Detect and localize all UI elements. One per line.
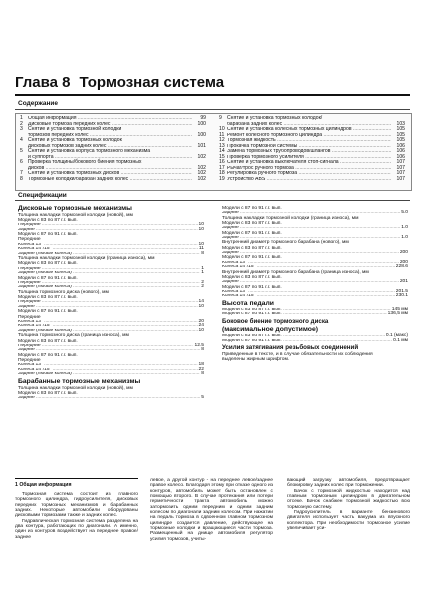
contents-row-page: 99 [200,115,206,121]
spec-label: Колеса 14"/15" ..... [18,324,198,329]
body-paragraph: Гидравлическая тормозная система разделена на два контура, работающих по диагонали. А именно, один из контуров воздействует на переднее правое/заднее [15,518,138,540]
spec-value: 18 [198,362,204,368]
spec-heading: (максимальное допустимое) [222,326,318,334]
spec-label: Задние ..... [222,280,399,285]
spec-label: Задние (любые колеса) ..... [18,271,200,276]
spec-label: Передние ..... [18,344,193,349]
spec-label: Колеса 13" ..... [18,243,198,248]
contents-row-number: 11 [219,131,225,138]
spec-line: Модели с 83 по 87 г.г. вып. [18,338,78,344]
body-column-3 [287,478,410,531]
spec-value: 1 [201,270,204,276]
spec-label: Модели с 87 по 91 г.г. вып. ..... [222,312,387,317]
spec-value: 201.5 [395,288,408,294]
spec-line: Передние [18,237,41,243]
spec-label: Задние ..... [18,396,200,401]
contents-row-page: 106 [396,153,405,160]
spec-line: Передние [18,314,41,320]
contents-row-title: тормозов передних колес ..... [28,133,192,139]
contents-row-page: 105 [396,126,405,133]
spec-row [18,396,204,401]
contents-row-title: Замена тормозных трубопроводов/шлангов ..... [227,149,391,155]
spec-value: 12.5 [194,342,204,348]
contents-row-title: Проверка толщины/бокового биения тормозных [28,159,142,166]
spec-line: Модели с 87 по 91 г.г. вып. [18,275,78,281]
spec-line: Внутренний диаметр тормозного барабана (нового), мм [222,240,349,246]
spec-label: Колеса 13" ..... [18,320,198,325]
specs-right-column [222,206,408,362]
chapter-title: Тормозная система [79,74,225,91]
spec-value: 230.1 [395,293,408,299]
contents-row-page: 101 [197,142,206,149]
spec-value: 201 [399,279,408,285]
spec-label: Передние ..... [18,267,200,272]
spec-line: Толщина тормозного диска (нового), мм [18,289,109,295]
contents-row-page: 106 [396,148,405,155]
spec-value: 136,5 мм [387,311,408,317]
spec-row [222,339,408,344]
spec-line: Внутренний диаметр тормозного барабана (граница износа), мм [222,269,369,275]
contents-row-title: Снятие и установка корпуса тормозного механизма [28,148,151,155]
spec-label: Модели с 83 по 87 г.г. вып. ..... [222,308,391,313]
spec-value: 5 [201,395,204,401]
spec-value: 20 [198,318,204,324]
contents-row-number: 3 [20,126,23,133]
spec-value: 10 [198,226,204,232]
contents-row-title: Тормозные колодки/барабан задних колес ..... [28,177,192,183]
contents-row-title: дисковых тормозов задних колес ..... [28,144,192,150]
spec-label: Колеса 14"/15" ..... [222,265,395,270]
contents-row-page: 107 [396,176,405,183]
chapter-rule [15,94,410,96]
spec-value: 24 [198,323,204,329]
contents-row-title: Общая информация ..... [28,116,192,122]
spec-label: Передние ..... [18,300,198,305]
spec-value: 2 [201,279,204,285]
spec-value: 200 [399,259,408,265]
contents-row-number: 7 [20,170,23,177]
spec-line: Модели с 83 по 87 г.г. вып. [18,295,78,301]
contents-row-page: 100 [197,131,206,138]
contents-row-title: Устройство ABS ..... [227,177,391,183]
spec-line: Модели с 87 по 91 г.г. вып. [18,232,78,238]
spec-line: Модели с 87 по 91 г.г. вып. [18,352,78,358]
spec-value: 8 [201,250,204,256]
contents-row-page: 105 [396,131,405,138]
spec-value: 1 [201,265,204,271]
contents-row-page: 107 [396,170,405,177]
spec-value: 0.1 (макс) [385,333,408,339]
spec-label: Колеса 13" ..... [222,261,399,266]
contents-row-title: Снятие и установка колесных тормозных цилиндров ..... [227,127,391,133]
contents-row-title: Регулировка ручного тормоза ..... [227,171,391,177]
contents-row-number: 8 [20,176,23,183]
spec-label: Задние (любые колеса) ..... [18,285,200,290]
spec-value: 2 [201,284,204,290]
contents-row-page: 102 [197,153,206,160]
spec-label: Задние (любые колеса) ..... [18,252,200,257]
spec-value: 0.1 мм [393,337,408,343]
chapter-number: Глава 8 [15,74,71,91]
spec-label: Задние ..... [222,236,400,241]
contents-row-number: 5 [20,148,23,155]
body-paragraph: Тормозная система состоит из главного тормозного цилиндра, гидроусилителя, дисковых передних тормозных механизмов и барабанных задних. Некоторые автомобили оборудованы дисковыми тормозами также и задних колес. [15,492,138,519]
contents-row-number: 9 [219,115,222,121]
contents-row-title: Прокачка тормозной системы ..... [227,144,391,150]
spec-line: выделены жирным шрифтом. [222,357,290,363]
spec-line: Толщина накладки тормозной колодки (граница износа), мм [18,256,155,262]
body-paragraph: левое, а другой контур - на переднее левое/заднее правое колесо. Благодаря этому при отказе одного из контуров, автомобиль может быть остановлен с помощью второго. В случае протекания или потери герметичности тракта автомобиль можно затормозить одним передним и одним задним колесом по диагонали задним колесом. При нажатии на педаль тормоза в сдвоенном главном тормозном цилиндре создается давление, действующее на тормозные колодки и вращающиеся части тормоза. Размещенный на днище автомобиля регулятор усилия тормозов, учиты- [150,478,273,542]
spec-label: Колеса 13" ..... [18,363,198,368]
spec-line: Модели с 87 по 91 г.г. вып. [222,230,282,236]
specs-heading: Спецификации [18,192,67,199]
contents-row-number: 2 [20,120,23,127]
spec-line: Модели с 87 по 91 г.г. вып. [18,309,78,315]
spec-heading: Боковое биение тормозного диска [222,317,329,325]
spec-value: 11 [198,246,204,252]
section-1-title: 1 Общая информация [15,478,138,488]
body-column-2 [150,478,273,542]
spec-line: Модели с 87 по 91 г.г. вып. [222,284,282,290]
spec-row [18,372,204,377]
contents-row-title: дисков ..... [28,166,192,172]
contents-box [15,113,412,191]
contents-row-number: 4 [20,137,23,144]
spec-row [222,312,408,317]
contents-row-number: 13 [219,142,225,149]
spec-label: Передние ..... [18,281,200,286]
contents-row-title: барабана задних колес ..... [227,122,391,128]
contents-row-title: Снятие и установка тормозной колодки [28,126,122,133]
contents-row-number: 18 [219,170,225,177]
spec-value: 8 [201,347,204,353]
spec-heading: Высота педали [222,299,274,307]
spec-label: Задние ..... [18,348,200,353]
contents-row-number: 16 [219,159,225,166]
spec-label: Колеса 14"/15" ..... [222,294,395,299]
spec-row [222,280,408,285]
contents-row-page: 107 [396,164,405,171]
spec-line: Модели с 83 по 87 г.г. вып. [222,220,282,226]
contents-row-number: 19 [219,176,225,183]
contents-left-column [20,116,206,183]
contents-row-page: 100 [197,120,206,127]
contents-row-number: 15 [219,153,225,160]
spec-line: Модели с 87 по 91 г.г. вып. [222,206,282,211]
contents-row-page: 106 [396,142,405,149]
spec-heading: Усилия затягивания резьбовых соединений [222,344,359,352]
contents-row-page: 102 [197,176,206,183]
spec-value: 10 [198,222,204,227]
spec-label: Передние ..... [18,223,198,228]
contents-row-number: 14 [219,148,225,155]
spec-value: 1.0 [401,225,408,231]
contents-row-number: 12 [219,137,225,144]
contents-right-column [219,116,405,183]
spec-label: Колеса 13" ..... [222,290,395,295]
contents-row-number: 6 [20,159,23,166]
spec-line: Толщина накладки тормозной колодки (новой), мм [18,385,133,391]
spec-label: Колеса 14"/15" ..... [18,368,198,373]
contents-row-title: Снятие и установка выключателя стоп-сигнала ..... [227,160,391,166]
contents-rule [15,109,410,110]
spec-line: Модели с 83 по 87 г.г. вып. [18,261,78,267]
spec-line: Модели с 83 по 87 г.г. вып. [18,217,78,223]
spec-value: 200 [399,249,408,255]
spec-row [222,294,408,299]
spec-line: Модели с 87 по 91 г.г. вып. [222,255,282,261]
spec-value: 1.0 [401,234,408,240]
specs-left-column [18,204,204,401]
spec-label: Задние ..... [222,226,400,231]
contents-row-title: Снятие и установка тормозных колодок/ [227,115,323,121]
contents-row-page: 105 [396,137,405,144]
spec-value: 22 [198,366,204,372]
contents-row-number: 10 [219,126,225,133]
chapter-heading [15,74,224,91]
spec-line: Приведенные в тексте, и в случае обязательности их соблюдения [222,351,373,357]
contents-heading: Содержание [18,100,59,107]
spec-label: Задние (любые колеса) ..... [18,329,198,334]
spec-line: Толщина накладки тормозной колодки (новой), мм [18,212,133,218]
spec-label: Модели с 87 по 91 г.г. вып. ..... [222,339,392,344]
contents-row-title: Рычаг/трос ручного тормоза ..... [227,166,391,172]
spec-line: Модели с 83 по 87 г.г. вып. [18,390,78,396]
spec-value: 10 [198,327,204,333]
body-paragraph: вающий загрузку автомобиля, предотвращает блокировку задних колес при торможении. [287,478,410,489]
spec-value: 5.0 [401,210,408,216]
spec-value: 145 мм [391,306,408,312]
spec-value: 10 [198,303,204,309]
spec-label: Задние ..... [222,251,399,256]
contents-row-page: 103 [396,120,405,127]
body-paragraph: Бачок с тормозной жидкостью находится над главным тормозным цилиндром в двигательном отсеке. Бачок снабжен тормозной жидкостью всю тормозную систему. [287,488,410,510]
contents-row-number: 17 [219,164,225,171]
spec-value: 10 [198,241,204,247]
body-paragraph: Гидроусилитель в варианте бензинового двигателя использует часть вакуума из впускного коллектора. При необходимости тормозное усилие увеличивает уси- [287,510,410,532]
spec-line: Модели с 83 по 87 г.г. вып. [222,274,282,280]
contents-row-page: 102 [197,164,206,171]
spec-label: Задние (любые колеса) ..... [18,372,200,377]
spec-line: Толщина тормозного диска (граница износа), мм [18,333,129,339]
spec-value: 14 [198,299,204,305]
contents-row-title: Проверка тормозного усилителя ..... [227,155,391,161]
contents-row-title: Снятие и установка тормозных дисков ..... [28,171,192,177]
spec-label: Задние ..... [18,305,198,310]
contents-row-title: Ремонт колесного тормозного цилиндра ..... [227,133,391,139]
spec-label: Колеса 14"/15" ..... [18,247,198,252]
spec-label: Задние ..... [18,228,198,233]
contents-row [219,177,405,183]
spec-label: Задние ..... [222,211,400,216]
contents-row-title: Тормозная жидкость ..... [227,138,391,144]
spec-value: 228.6 [395,264,408,270]
spec-line: Передние [18,358,41,364]
spec-label: Модели с 83 по 87 г.г. вып. ..... [222,334,385,339]
spec-line: Толщина накладки тормозной колодки (граница износа), мм [222,215,359,221]
specs-rule [15,200,410,201]
spec-value: 8 [201,371,204,377]
contents-row-title: и суппорта ..... [28,155,192,161]
contents-row-title: Снятие и установка тормозных колодок [28,137,122,144]
contents-row-page: 107 [396,159,405,166]
spec-row [18,271,204,276]
body-column-1 [15,492,138,540]
contents-row-title: Дисковые тормоза передних колес ..... [28,122,192,128]
contents-row-number: 1 [20,115,23,121]
contents-row-page: 102 [197,170,206,177]
spec-heading: Барабанные тормозные механизмы [18,378,141,386]
contents-row [20,177,206,183]
spec-line: Модели с 83 по 87 г.г. вып. [222,245,282,251]
spec-heading: Дисковые тормозные механизмы [18,205,132,212]
